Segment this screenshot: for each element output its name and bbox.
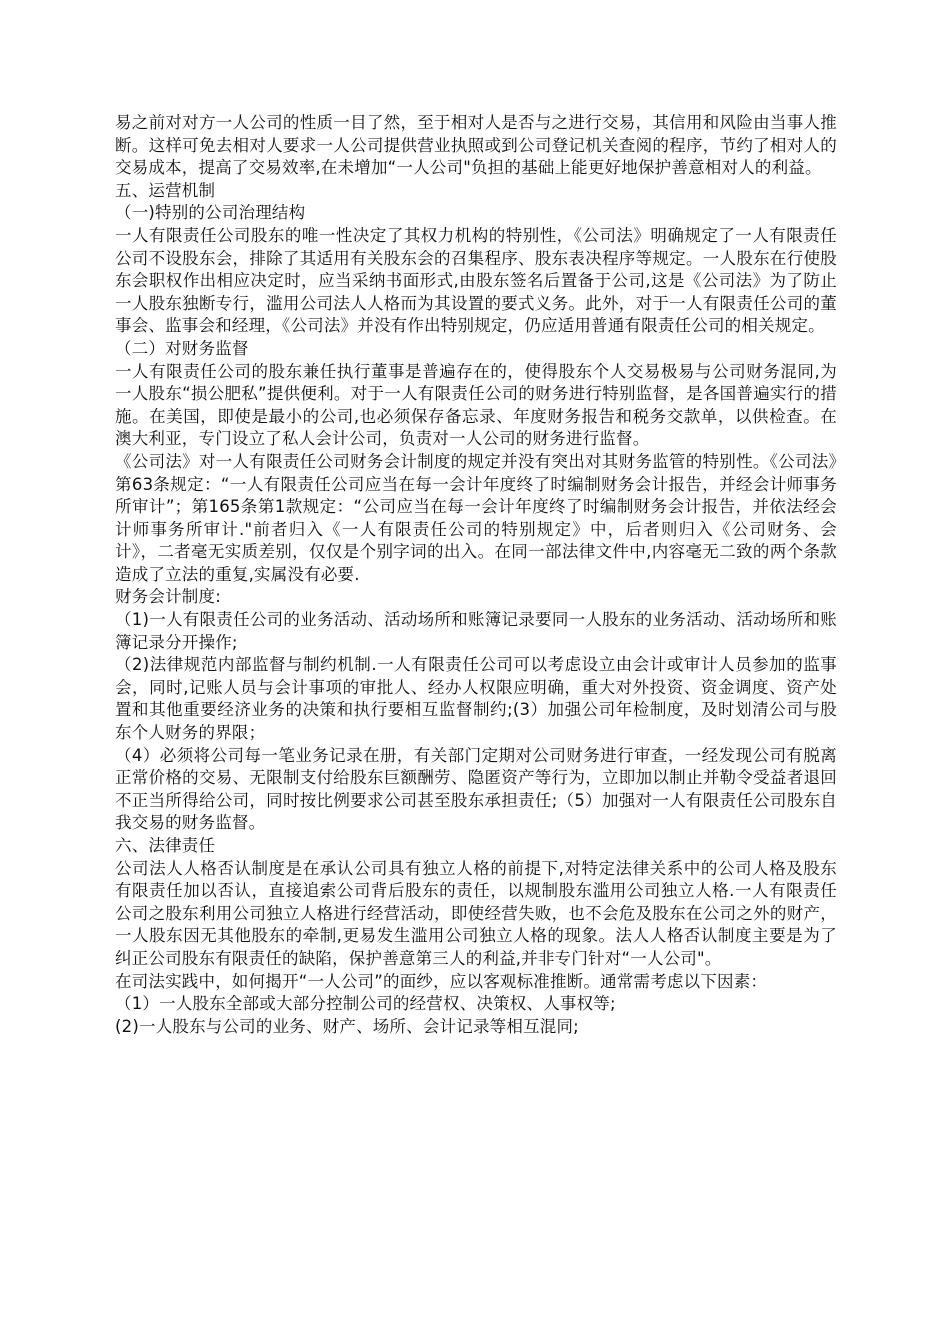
subheading-governance-structure: （一)特别的公司治理结构 <box>115 203 306 223</box>
heading-accounting-system: 财务会计制度: <box>115 587 221 607</box>
paragraph-company-law-articles: 《公司法》对一人有限责任公司财务会计制度的规定并没有突出对其财务监管的特别性。《公司法》第63条规定：“一人有限责任公司应当在每一会计年度终了时编制财务会计报告，并经会计师事务所审计”；第165条第1款规定：“公司应当在每一会计年度终了时编制财务会计报告，并依法经会计师事务所审计."前者归入《一人有限责任公司的特别规定》中，后者则归入《公司财务、会计》，二者毫无实质差别，仅仅是个别字词的出入。在同一部法律文件中,内容毫无二致的两个条款造成了立法的重复,实属没有必要. <box>115 451 837 584</box>
list-item-2-3: （2)法律规范内部监督与制约机制.一人有限责任公司可以考虑设立由会计或审计人员参加的监事会，同时,记账人员与会计事项的审批人、经办人权限应明确，重大对外投资、资金调度、资产处置和其他重要经济业务的决策和执行要相互监督制约;(3）加强公司年检制度，及时划清公司与股东个人财务的界限； <box>115 655 837 743</box>
paragraph-veil-piercing: 公司法人人格否认制度是在承认公司具有独立人格的前提下,对特定法律关系中的公司人格及股东有限责任加以否认，直接追索公司背后股东的责任，以规制股东滥用公司独立人格.一人有限责任公司之股东利用公司独立人格进行经营活动，即使经营失败，也不会危及股东在公司之外的财产，一人股东因无其他股东的牵制,更易发生滥用公司独立人格的现象。法人人格否认制度主要是为了纠正公司股东有限责任的缺陷，保护善意第三人的利益,并非专门针对“一人公司"。 <box>115 858 837 968</box>
paragraph-transaction-efficiency: 易之前对对方一人公司的性质一目了然，至于相对人是否与之进行交易，其信用和风险由当事人推断。这样可免去相对人要求一人公司提供营业执照或到公司登记机关查阅的程序，节约了相对人的交易成本，提高了交易效率,在未增加“一人公司"负担的基础上能更好地保护善意相对人的利益。 <box>115 113 837 178</box>
list-item-1: （1)一人有限责任公司的业务活动、活动场所和账簿记录要同一人股东的业务活动、活动场所和账簿记录分开操作; <box>115 610 837 652</box>
factor-item-1: （1）一人股东全部或大部分控制公司的经营权、决策权、人事权等; <box>115 994 616 1014</box>
section-heading-legal-liability: 六、法律责任 <box>115 836 216 855</box>
paragraph-judicial-practice: 在司法实践中，如何揭开“一人公司”的面纱，应以客观标准推断。通常需考虑以下因素： <box>115 971 768 991</box>
section-heading-operating-mechanism: 五、运营机制 <box>115 180 216 200</box>
list-item-4-5: （4）必须将公司每一笔业务记录在册，有关部门定期对公司财务进行审查，一经发现公司有脱离正常价格的交易、无限制支付给股东巨额酬劳、隐匿资产等行为，立即加以制止并勒令受益者退回不正当所得给公司，同时按比例要求公司甚至股东承担责任;（5）加强对一人有限责任公司股东自我交易的财务监督。 <box>115 745 837 833</box>
paragraph-governance: 一人有限责任公司股东的唯一性决定了其权力机构的特别性，《公司法》明确规定了一人有限责任公司不设股东会，排除了其适用有关股东会的召集程序、股东表决程序等规定。一人股东在行使股东会职权作出相应决定时，应当采纳书面形式,由股东签名后置备于公司,这是《公司法》为了防止一人股东独断专行，滥用公司法人人格而为其设置的要式义务。此外，对于一人有限责任公司的董事会、监事会和经理，《公司法》并没有作出特别规定，仍应适用普通有限责任公司的相关规定。 <box>115 225 837 336</box>
subheading-financial-supervision: （二）对财务监督 <box>115 338 249 358</box>
factor-item-2: (2)一人股东与公司的业务、财产、场所、会计记录等相互混同; <box>115 1016 579 1036</box>
paragraph-financial-supervision: 一人有限责任公司的股东兼任执行董事是普遍存在的，使得股东个人交易极易与公司财务混同,为一人股东“损公肥私”提供便利。对于一人有限责任公司的财务进行特别监督，是各国普遍实行的措施。在美国，即使是最小的公司,也必须保存备忘录、年度财务报告和税务交款单，以供检查。在澳大利亚，专门设立了私人会计公司，负责对一人公司的财务进行监督。 <box>115 361 837 449</box>
document-body <box>115 112 837 1038</box>
